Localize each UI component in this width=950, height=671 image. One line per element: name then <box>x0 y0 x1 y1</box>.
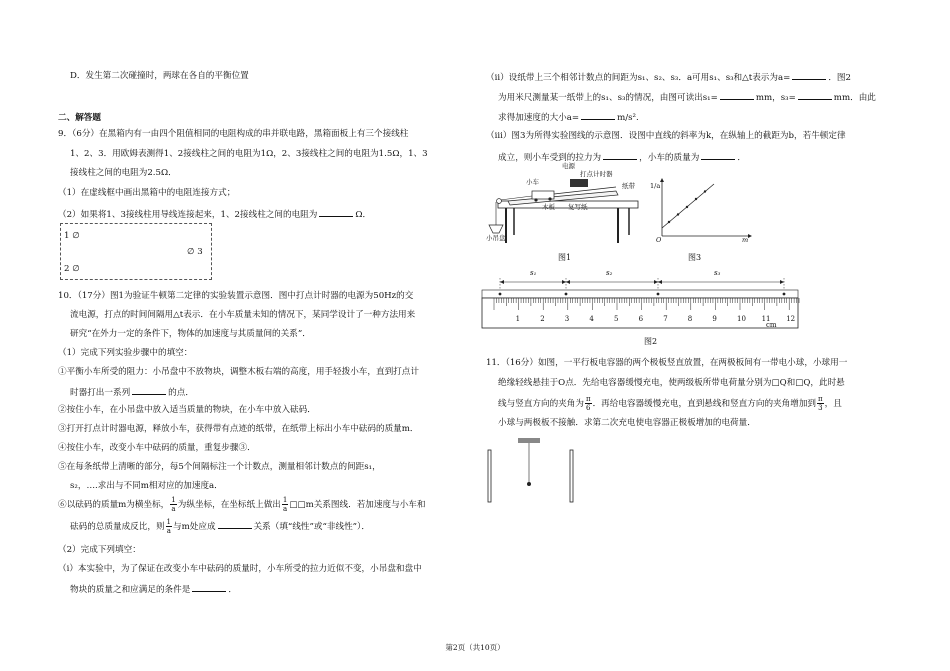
q10-step4: ④按住小车，改变小车中砝码的质量，重复步骤③． <box>58 443 256 453</box>
q9-line3: 接线柱之间的电阻为2.5Ω． <box>70 168 177 178</box>
q9-sub2: （2）如果将1、3接线柱用导线连接起来，1、2接线柱之间的电阻为 Ω． <box>58 207 371 222</box>
terminal-3: ∅ 3 <box>187 247 203 257</box>
terminal-1: 1 ∅ <box>64 231 80 241</box>
fraction: $\frac{1}{a}$ <box>171 496 176 513</box>
q10-step6b: 砝码的总质量成反比，则 $\frac{1}{a}$ 与m处应成 关系（填“线性”或“非线性”）． <box>70 518 370 535</box>
option-d: D．发生第二次碰撞时，两球在各自的平衡位置 <box>70 71 249 81</box>
q10-step5b: s₂，….求出与不同m相对应的加速度a． <box>70 481 223 491</box>
q10-line2: 流电源，打点的时间间隔用△t表示．在小车质量未知的情况下，某同学设计了一种方法用来 <box>70 310 416 320</box>
terminal-2: 2 ∅ <box>64 264 80 274</box>
fig3-caption: 图3 <box>688 253 702 262</box>
answer-blank <box>132 385 166 395</box>
ruler-tick-label: 3 <box>564 315 570 323</box>
q10-ii-line3: 求得加速度的大小a= m/s². <box>498 110 639 125</box>
fig3-origin: O <box>656 236 662 244</box>
answer-blank <box>603 150 637 160</box>
fig2-s3-label: s₃ <box>714 269 721 277</box>
section-title: 二、解答题 <box>58 113 101 123</box>
answer-blank <box>701 150 735 160</box>
q9-sub1: （1）在虚线框中画出黑箱中的电阻连接方式； <box>58 188 236 198</box>
q10-step2: ②按住小车，在小吊盘中放入适当质量的物块，在小车中放入砝码． <box>58 405 316 415</box>
q10-iii-line1: （iii）图3为所得实验图线的示意图．设图中直线的斜率为k，在纵轴上的截距为b，若牛顿定律 <box>486 131 846 141</box>
q10-part1: （1）完成下列实验步骤中的填空： <box>58 348 193 358</box>
fraction: $\frac{\pi}{3}$ <box>818 395 823 412</box>
fraction: $\frac{\pi}{6}$ <box>585 395 591 412</box>
fraction: $\frac{1}{a}$ <box>166 518 172 535</box>
capacitor-figure <box>486 436 586 504</box>
q10-ii-line2: 为用米尺测量某一纸带上的s₁、s₃的情况，由图可读出s₁= mm，s₃= mm．由此 <box>498 90 876 105</box>
q10-iii-line2: 成立，则小车受到的拉力为 ，小车的质量为 ． <box>498 150 746 165</box>
ruler-tick-label: 5 <box>614 315 619 323</box>
figure1-apparatus <box>486 165 646 250</box>
q10-step1a: ①平衡小车所受的阻力：小吊盘中不放物块，调整木板右端的高度，用手轻拨小车，直到打点计 <box>58 367 419 377</box>
ruler-tick-label: 8 <box>687 315 693 323</box>
fig1-board-label: 木板 <box>542 203 555 211</box>
fig1-pan-label: 小吊盘 <box>486 234 506 242</box>
answer-blank <box>218 519 252 529</box>
ruler-tick-label: 6 <box>638 315 644 323</box>
fig2-s1-label: s₁ <box>530 269 537 277</box>
fig1-car-label: 小车 <box>526 178 539 186</box>
q10-line3: 研究“在外力一定的条件下，物体的加速度与其质量间的关系”． <box>70 329 311 339</box>
q10-line1: 10．（17分）图1为验证牛顿第二定律的实验装置示意图．图中打点计时器的电源为50Hz的交 <box>58 291 414 301</box>
ruler-tick-label: 7 <box>663 315 668 323</box>
answer-blank <box>792 70 826 80</box>
fraction: $\frac{1}{a}$ <box>282 496 288 513</box>
q10-i1: （i）本实验中，为了保证在改变小车中砝码的质量时，小车所受的拉力近似不变，小吊盘和盘中 <box>58 564 422 574</box>
q11-line3: 线与竖直方向的夹角为 $\frac{\pi}{6}$ ．再给电容器缓慢充电，直到悬线和竖直方向的夹角增加到 $\frac{\pi}{3}$ ，且 <box>498 395 842 412</box>
fig3-ylabel: 1/a <box>650 182 661 190</box>
fig2-unit: cm <box>766 321 777 329</box>
q10-step5a: ⑤在每条纸带上清晰的部分，每5个间隔标注一个计数点，测量相邻计数点的间距s₁， <box>58 462 381 472</box>
ruler-tick-label: 10 <box>737 315 746 323</box>
fig1-tape-label: 纸带 <box>622 182 635 190</box>
q10-step1b: 时器打出一系列 的点． <box>70 385 194 400</box>
fig2-s2-label: s₂ <box>606 269 613 277</box>
answer-blank <box>720 90 754 100</box>
ruler-tick-labels <box>480 314 802 328</box>
fig1-power-label: 电源 <box>562 162 575 170</box>
q10-ii-line1: （ii）设纸带上三个相邻计数点的间距为s₁、s₂、s₃．a可用s₁、s₃和△t表示为a= ．图2 <box>486 70 851 85</box>
q11-line1: 11．（16分）如图，一平行板电容器的两个极板竖直放置，在两极板间有一带电小球，小球用一 <box>486 358 848 368</box>
q10-step6a: ⑥以砝码的质量m为横坐标， $\frac{1}{a}$ 为纵坐标，在坐标纸上做出 $\frac{1}{a}$ □□m关系图线．若加速度与小车和 <box>58 496 426 513</box>
q9-line1: 9．（6分）在黑箱内有一由四个阻值相同的电阻构成的串并联电路，黑箱面板上有三个接线柱 <box>58 129 409 139</box>
fig1-paper-label: 复写纸 <box>568 203 588 211</box>
answer-blank <box>798 90 832 100</box>
ruler-tick-label: 4 <box>589 315 594 323</box>
answer-blank <box>192 582 226 592</box>
ruler-tick-label: 12 <box>786 315 796 323</box>
black-box-frame <box>60 223 212 280</box>
ruler-tick-label: 2 <box>540 315 545 323</box>
fig2-caption: 图2 <box>644 337 658 346</box>
ruler-tick-label: 11 <box>761 315 771 323</box>
ruler-tick-label: 9 <box>712 315 717 323</box>
q10-i2: 物块的质量之和应满足的条件是 ． <box>70 582 237 597</box>
page-footer: 第2页（共10页） <box>445 643 505 652</box>
q10-step3: ③打开打点计时器电源，释放小车，获得带有点迹的纸带，在纸带上标出小车中砝码的质量m． <box>58 424 419 434</box>
fig1-caption: 图1 <box>558 253 572 262</box>
fig3-xlabel: m <box>742 236 749 244</box>
ruler-tick-label: 1 <box>515 315 521 323</box>
q11-line4: 小球与两极板不接触．求第二次充电使电容器正极板增加的电荷量． <box>498 418 756 428</box>
answer-blank <box>319 207 353 217</box>
q10-part2: （2）完成下列填空： <box>58 545 141 555</box>
answer-blank <box>581 110 615 120</box>
q9-line2: 1、2、3．用欧姆表测得1、2接线柱之间的电阻为1Ω，2、3接线柱之间的电阻为1.5Ω，1、3 <box>70 149 428 159</box>
figure3-graph <box>652 178 752 248</box>
fig1-timer-label: 打点计时器 <box>580 170 613 178</box>
q11-line2: 绝缘轻线悬挂于O点．先给电容器缓慢充电，使两级板所带电荷量分别为□Q和□Q，此时悬 <box>498 378 845 388</box>
